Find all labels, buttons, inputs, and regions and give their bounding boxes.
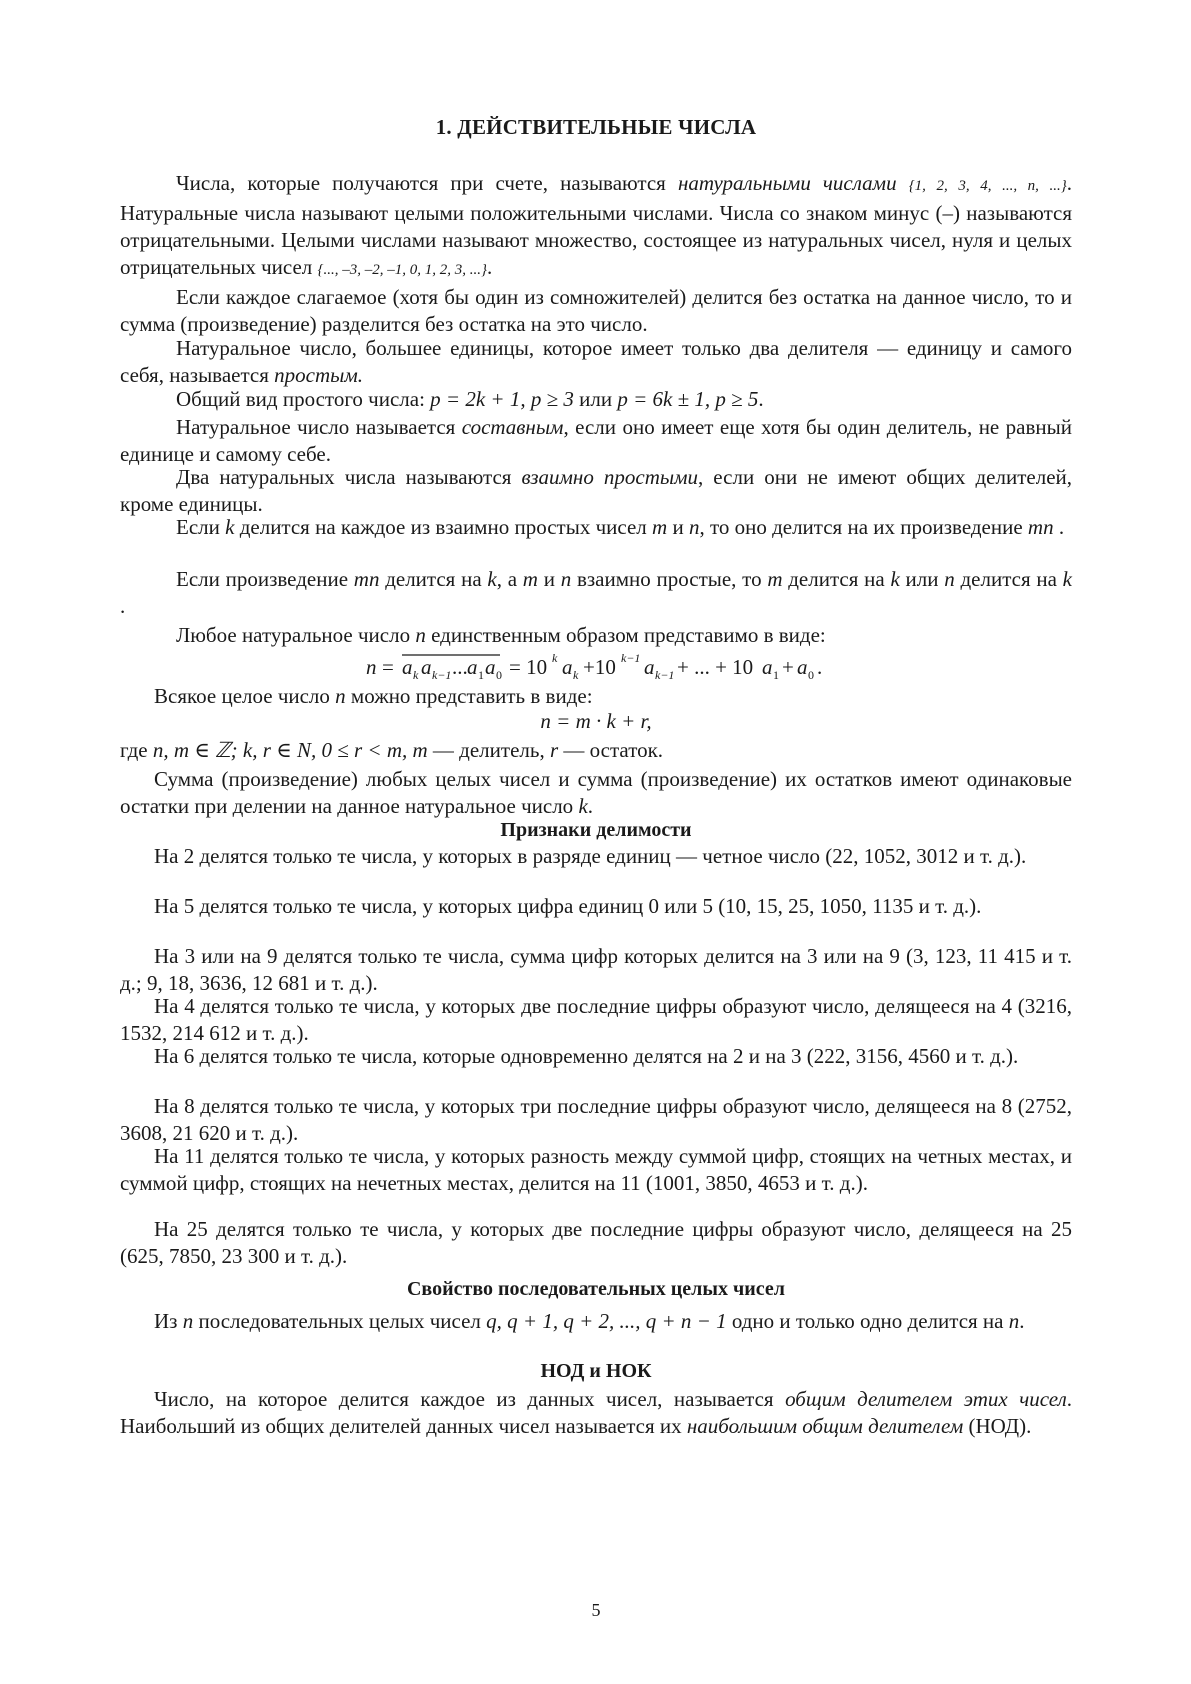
rule-div-25: На 25 делятся только те числа, у которых две последние цифры образуют число, делящееся на 25 (625, 7850, 23 300 и т. д.).	[120, 1217, 1072, 1268]
svg-text:k−1: k−1	[655, 668, 675, 682]
term-prime: простым.	[274, 363, 364, 387]
svg-text:+: +	[782, 655, 794, 679]
rule-div-11: На 11 делятся только те числа, у которых разность между суммой цифр, стоящих на четных местах, и суммой цифр, стоящих на нечетных местах, делится на 11 (1001, 3850, 4653 и т. д.).	[120, 1144, 1072, 1195]
term-composite: составным	[461, 415, 564, 439]
term-natural-numbers: натуральными числами	[677, 171, 897, 195]
svg-text:a: a	[762, 655, 773, 679]
svg-text:n: n	[366, 655, 377, 679]
svg-text:a: a	[562, 655, 573, 679]
rule-div-3-9: На 3 или на 9 делятся только те числа, сумма цифр которых делится на 3 или на 9 (3, 123, 11 415 и т. д.; 9, 18, 3636, 12 681 и т. д.).	[120, 944, 1072, 995]
section-heading-consecutive: Свойство последовательных целых чисел	[406, 1278, 786, 1300]
chapter-title: 1. ДЕЙСТВИТЕЛЬНЫЕ ЧИСЛА	[435, 115, 757, 139]
paragraph-natural-numbers: Числа, которые получаются при счете, называются натуральными числами {1, 2, 3, 4, ..., n, ...}. Натуральные числа называют целыми положительными числами. Числа со знаком минус (–) называются отрицательными. Целыми числами называют множество, состоящее из натуральных чисел, нуля и целых отрицательных чисел {..., –3, –2, –1, 0, 1, 2, 3, ...}.	[120, 171, 1073, 279]
svg-text:1: 1	[478, 668, 484, 682]
paragraph-coprime-definition: Два натуральных числа называются взаимно простыми, если они не имеют общих делителей, кроме единицы.	[120, 465, 1072, 516]
svg-text:= 10: = 10	[509, 655, 548, 679]
paragraph-remainder-conditions: где n, m ∈ ℤ; k, r ∈ N, 0 ≤ r < m, m — делитель, r — остаток.	[120, 738, 664, 762]
svg-text:0: 0	[496, 668, 502, 682]
svg-text:...: ...	[452, 655, 468, 679]
consecutive-formula: q, q + 1, q + 2, ..., q + n − 1	[486, 1309, 727, 1333]
decimal-expansion-svg	[366, 650, 826, 684]
prime-form-formula-2: p = 6k ± 1, p ≥ 5	[617, 387, 759, 411]
svg-text:.: .	[817, 655, 823, 679]
rule-div-5: На 5 делятся только те числа, у которых цифра единиц 0 или 5 (10, 15, 25, 1050, 1135 и т. д.).	[154, 894, 982, 918]
svg-text:a: a	[402, 655, 413, 679]
svg-text:k: k	[552, 651, 558, 665]
paragraph-coprime-product: Если k делится на каждое из взаимно простых чисел m и n, то оно делится на их произведение mn .	[176, 515, 1065, 539]
paragraph-product-divisibility: Если произведение mn делится на k, а m и n взаимно простые, то m делится на k или n делится на k .	[120, 567, 1072, 618]
prime-form-formula-1: p = 2k + 1, p ≥ 3	[430, 387, 574, 411]
svg-text:k: k	[573, 668, 579, 682]
document-page	[120, 0, 1072, 1684]
svg-text:a: a	[421, 655, 432, 679]
svg-text:a: a	[644, 655, 655, 679]
svg-text:=: =	[382, 655, 394, 679]
paragraph-decimal-representation: Любое натуральное число n единственным образом представимо в виде:	[176, 623, 826, 647]
paragraph-remainder-property: Сумма (произведение) любых целых чисел и сумма (произведение) их остатков имеют одинаковые остатки при делении на данное натуральное число k.	[120, 767, 1072, 818]
page-number: 5	[591, 1600, 601, 1620]
paragraph-composite-definition: Натуральное число называется составным, если оно имеет еще хотя бы один делитель, не равный единице и самому себе.	[120, 415, 1072, 466]
paragraph-prime-definition: Натуральное число, большее единицы, которое имеет только два делителя — единицу и самого себя, называется простым.	[120, 336, 1072, 387]
svg-text:+ ... + 10: + ... + 10	[677, 655, 754, 679]
formula-decimal-expansion	[120, 650, 1072, 684]
section-heading-divisibility: Признаки делимости	[500, 819, 692, 841]
paragraph-division-with-remainder: Всякое целое число n можно представить в виде:	[154, 684, 593, 708]
section-heading-gcd-lcm: НОД и НОК	[540, 1360, 652, 1382]
integer-set-formula: {..., –3, –2, –1, 0, 1, 2, 3, ...}	[317, 262, 487, 278]
paragraph-gcd-definition: Число, на которое делится каждое из данных чисел, называется общим делителем этих чисел. Наибольший из общих делителей данных чисел называется их наибольшим общим делителем (НОД).	[120, 1387, 1073, 1438]
minus-sign: –	[942, 201, 953, 225]
paragraph-divisibility-sum: Если каждое слагаемое (хотя бы один из сомножителей) делится без остатка на данное число, то и сумма (произведение) разделится без остатка на это число.	[120, 285, 1072, 336]
svg-text:k: k	[413, 668, 419, 682]
natural-set-formula: {1, 2, 3, 4, ..., n, ...}	[908, 178, 1067, 194]
svg-text:0: 0	[808, 668, 814, 682]
svg-text:a: a	[797, 655, 808, 679]
paragraph-prime-form: Общий вид простого числа: p = 2k + 1, p ≥ 3 или p = 6k ± 1, p ≥ 5.	[176, 387, 764, 411]
rule-div-8: На 8 делятся только те числа, у которых три последние цифры образуют число, делящееся на 8 (2752, 3608, 21 620 и т. д.).	[120, 1094, 1072, 1145]
term-coprime: взаимно простыми	[521, 465, 698, 489]
paragraph-consecutive-integers: Из n последовательных целых чисел q, q + 1, q + 2, ..., q + n − 1 одно и только одно делится на n.	[154, 1309, 1025, 1333]
svg-text:a: a	[485, 655, 496, 679]
svg-text:a: a	[467, 655, 478, 679]
svg-text:k−1: k−1	[432, 668, 452, 682]
svg-text:k−1: k−1	[621, 651, 641, 665]
formula-division: n = m · k + r,	[540, 709, 652, 733]
rule-div-6: На 6 делятся только те числа, которые одновременно делятся на 2 и на 3 (222, 3156, 4560 и т. д.).	[154, 1044, 1019, 1068]
svg-text:1: 1	[773, 668, 779, 682]
rule-div-2: На 2 делятся только те числа, у которых в разряде единиц — четное число (22, 1052, 3012 и т. д.).	[154, 844, 1027, 868]
svg-text:+10: +10	[583, 655, 616, 679]
rule-div-4: На 4 делятся только те числа, у которых две последние цифры образуют число, делящееся на 4 (3216, 1532, 214 612 и т. д.).	[120, 994, 1072, 1045]
